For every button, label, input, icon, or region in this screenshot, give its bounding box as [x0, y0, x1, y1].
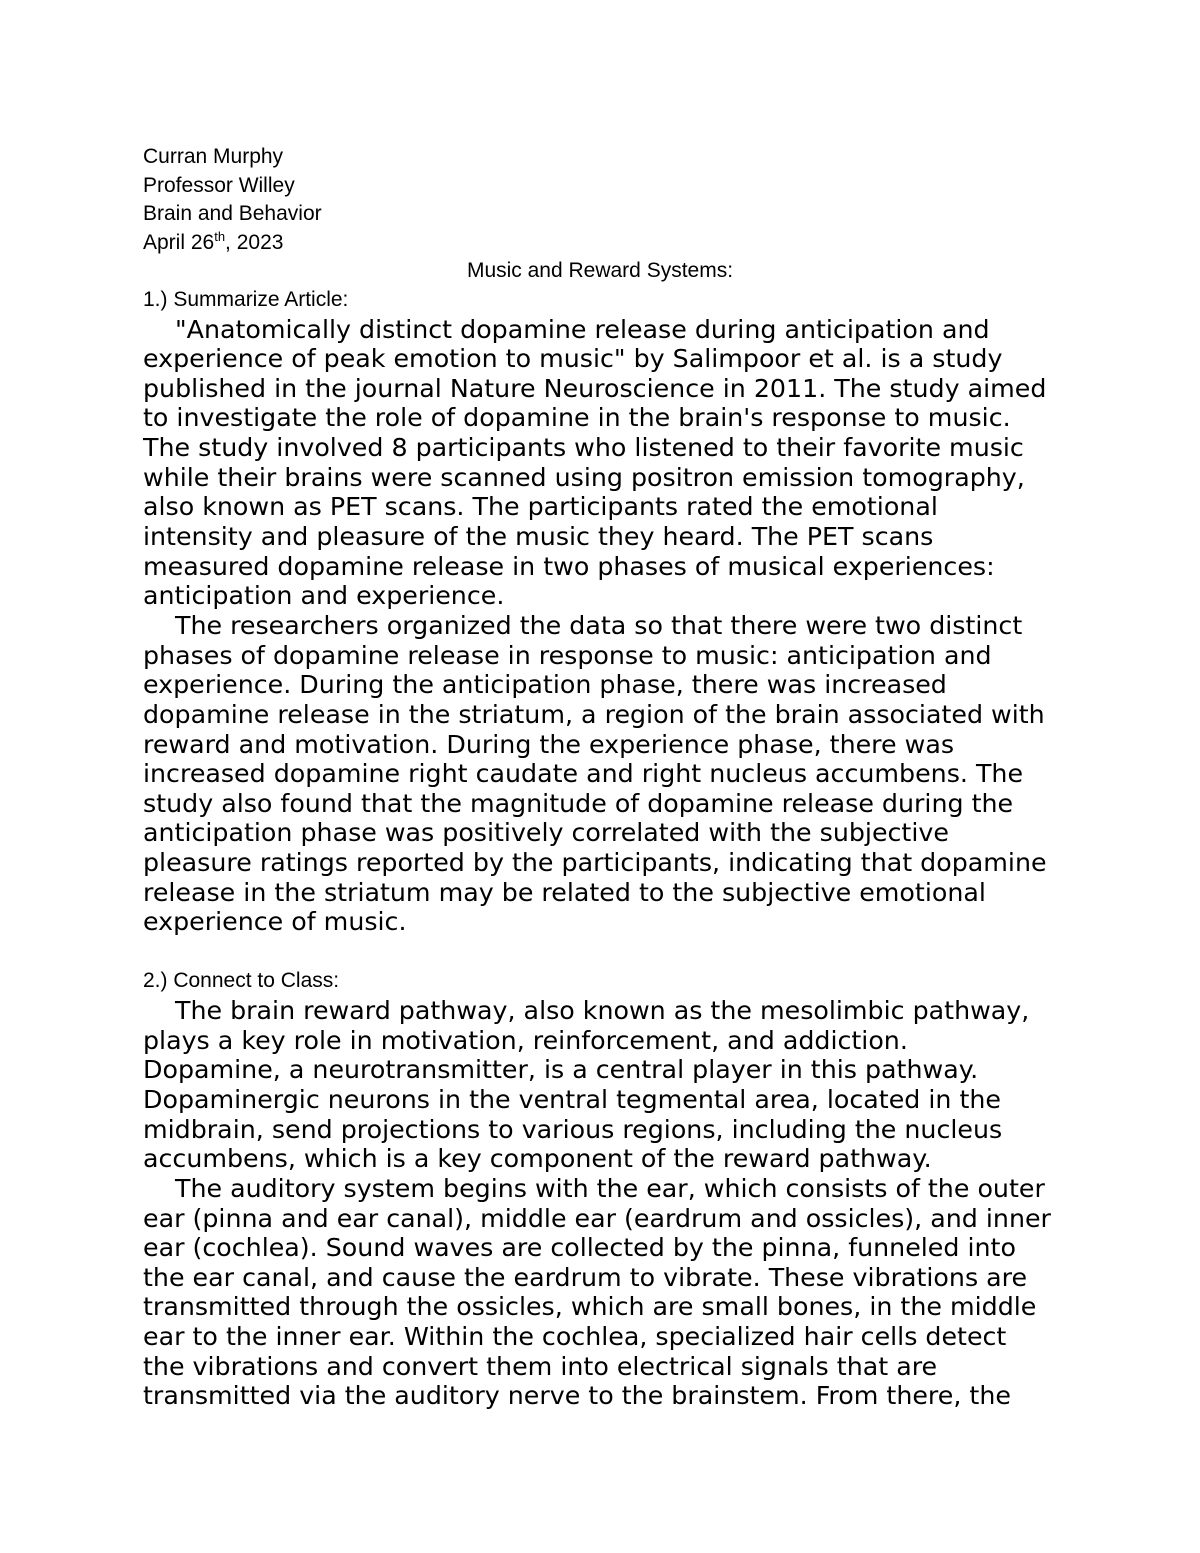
- body-line: while their brains were scanned using positron emission tomography,: [143, 462, 1025, 492]
- body-line: The auditory system begins with the ear, which consists of the outer: [175, 1173, 1045, 1203]
- paragraph: [143, 611, 1057, 937]
- body-line: experience of music.: [143, 907, 407, 937]
- date-year: , 2023: [225, 230, 284, 254]
- body-line: intensity and pleasure of the music they heard. The PET scans: [143, 522, 934, 552]
- professor-name: Professor Willey: [143, 173, 295, 197]
- body-line: plays a key role in motivation, reinforcement, and addiction.: [143, 1025, 908, 1055]
- body-line: The study involved 8 participants who listened to their favorite music: [143, 433, 1024, 463]
- date-ordinal: th: [214, 228, 226, 244]
- body-line: ear (cochlea). Sound waves are collected by the pinna, funneled into: [143, 1233, 1016, 1263]
- body-line: phases of dopamine release in response to music: anticipation and: [143, 640, 992, 670]
- section-summarize-article: [143, 286, 1057, 937]
- body-line: The brain reward pathway, also known as the mesolimbic pathway,: [175, 996, 1030, 1026]
- body-line: transmitted through the ossicles, which are small bones, in the middle: [143, 1292, 1037, 1322]
- paragraph: [143, 1174, 1057, 1411]
- body-line: to investigate the role of dopamine in the brain's response to music.: [143, 403, 1011, 433]
- body-line: published in the journal Nature Neuroscience in 2011. The study aimed: [143, 373, 1047, 403]
- body-line: pleasure ratings reported by the participants, indicating that dopamine: [143, 848, 1047, 878]
- page-title: Music and Reward Systems:: [466, 259, 734, 283]
- section-connect-to-class: [143, 967, 1057, 1411]
- section-heading: 2.) Connect to Class:: [143, 969, 340, 993]
- blank-line: [143, 937, 1057, 967]
- body-line: release in the striatum may be related to the subjective emotional: [143, 877, 986, 907]
- paragraph: [143, 996, 1057, 1174]
- body-line: anticipation and experience.: [143, 581, 505, 611]
- body-line: study also found that the magnitude of dopamine release during the: [143, 788, 1014, 818]
- body-line: dopamine release in the striatum, a region of the brain associated with: [143, 699, 1045, 729]
- body-line: measured dopamine release in two phases of musical experiences:: [143, 551, 995, 581]
- body-line: the vibrations and convert them into electrical signals that are: [143, 1351, 938, 1381]
- body-line: the ear canal, and cause the eardrum to vibrate. These vibrations are: [143, 1262, 1028, 1292]
- body-line: experience. During the anticipation phase, there was increased: [143, 670, 947, 700]
- section-heading: 1.) Summarize Article:: [143, 287, 349, 311]
- date-main: April 26: [143, 230, 215, 254]
- body-line: transmitted via the auditory nerve to the brainstem. From there, the: [143, 1381, 1011, 1411]
- body-line: ear to the inner ear. Within the cochlea, specialized hair cells detect: [143, 1322, 1007, 1352]
- body-line: Dopamine, a neurotransmitter, is a central player in this pathway.: [143, 1055, 979, 1085]
- body-line: also known as PET scans. The participants rated the emotional: [143, 492, 938, 522]
- document-body: [143, 143, 1057, 1411]
- body-line: accumbens, which is a key component of the reward pathway.: [143, 1144, 932, 1174]
- body-line: Dopaminergic neurons in the ventral tegmental area, located in the: [143, 1084, 1001, 1114]
- body-line: anticipation phase was positively correlated with the subjective: [143, 818, 949, 848]
- body-line: experience of peak emotion to music" by Salimpoor et al. is a study: [143, 344, 1003, 374]
- paragraph: [143, 315, 1057, 611]
- body-line: midbrain, send projections to various regions, including the nucleus: [143, 1114, 1003, 1144]
- course-name: Brain and Behavior: [143, 202, 322, 226]
- body-line: ear (pinna and ear canal), middle ear (eardrum and ossicles), and inner: [143, 1203, 1051, 1233]
- date-line: [143, 229, 1057, 258]
- body-line: increased dopamine right caudate and right nucleus accumbens. The: [143, 759, 1024, 789]
- author-name: Curran Murphy: [143, 145, 284, 168]
- body-line: "Anatomically distinct dopamine release during anticipation and: [175, 314, 990, 344]
- body-line: The researchers organized the data so that there were two distinct: [175, 610, 1023, 640]
- body-line: reward and motivation. During the experience phase, there was: [143, 729, 954, 759]
